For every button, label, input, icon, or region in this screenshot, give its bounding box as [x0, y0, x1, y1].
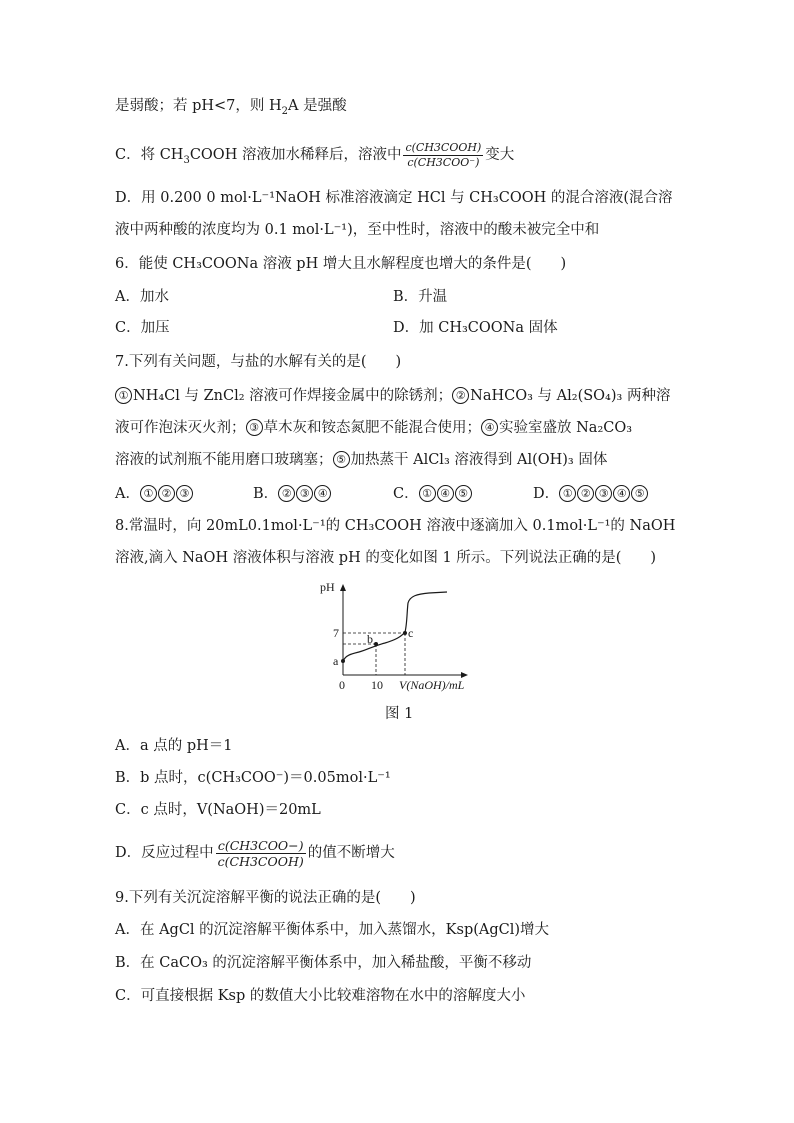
- q9-option-b: B．在 CaCO₃ 的沉淀溶解平衡体系中，加入稀盐酸，平衡不移动: [115, 955, 532, 971]
- q7-line-1: ① NH₄Cl 与 ZnCl₂ 溶液可作焊接金属中的除锈剂； ② NaHCO₃ 与 Al₂(SO₄)₃ 两种溶: [115, 386, 670, 406]
- q6-option-d: D．加 CH₃COONa 固体: [393, 320, 558, 336]
- question-8-stem-2: 溶液,滴入 NaOH 溶液体积与溶液 pH 的变化如图 1 所示。下列说法正确的是( ): [115, 550, 657, 566]
- q7-option-c: C． ① ④ ⑤: [393, 484, 473, 504]
- y-axis-arrow: [340, 584, 346, 591]
- question-9-stem: 9.下列有关沉淀溶解平衡的说法正确的是( ): [115, 890, 416, 906]
- figure-caption: 图 1: [385, 706, 414, 722]
- question-8-stem-1: 8.常温时，向 20mL0.1mol·L⁻¹的 CH₃COOH 溶液中逐滴加入 0.1mol·L⁻¹的 NaOH: [115, 518, 676, 534]
- q6-option-c: C．加压: [115, 320, 170, 336]
- option-d-line-1: D．用 0.200 0 mol·L⁻¹NaOH 标准溶液滴定 HCl 与 CH₃COOH 的混合溶液(混合溶: [115, 190, 673, 206]
- fraction: $\frac{\text{c(CH3COO−)}}{\text{c(CH3COOH)}}$: [217, 837, 304, 869]
- label-c: c: [408, 626, 414, 640]
- q6-option-a: A．加水: [115, 289, 169, 305]
- titration-curve: [343, 592, 447, 661]
- y-tick-7: 7: [333, 626, 339, 640]
- q8-option-c: C．c 点时，V(NaOH)＝20mL: [115, 802, 321, 818]
- q7-line-2: 液可作泡沫灭火剂； ③ 草木灰和铵态氮肥不能混合使用； ④ 实验室盛放 Na₂CO₃: [115, 420, 633, 436]
- fraction: $\frac{\text{c(CH3COOH)}}{\text{c(CH3COO⁻)}}$: [405, 140, 482, 169]
- q8-option-d: D．反应过程中 $\frac{\text{c(CH3COO−)}}{\text{c(CH3COOH)}}$ 的值不断增大: [115, 837, 395, 869]
- q8-option-b: B．b 点时，c(CH₃COO⁻)＝0.05mol·L⁻¹: [115, 770, 391, 786]
- label-b: b: [367, 632, 373, 646]
- q9-option-a: A．在 AgCl 的沉淀溶解平衡体系中，加入蒸馏水，Ksp(AgCl)增大: [115, 922, 550, 938]
- option-c-line: C．将 $CH_3COOH$ 溶液加水稀释后，溶液中 $\frac{\text{c(CH3COOH)}}{\text{c(CH3COO⁻)}}$ 变大: [115, 140, 515, 169]
- q7-option-d: D． ① ② ③ ④ ⑤: [533, 484, 649, 504]
- q7-option-b: B． ② ③ ④: [253, 484, 332, 504]
- y-axis-label: pH: [320, 580, 335, 594]
- q8-option-a: A．a 点的 pH＝1: [115, 738, 233, 754]
- question-6-stem: 6．能使 CH₃COONa 溶液 pH 增大且水解程度也增大的条件是( ): [115, 256, 567, 272]
- label-a: a: [333, 654, 339, 668]
- q6-option-b: B．升温: [393, 289, 448, 305]
- point-c: [403, 631, 407, 635]
- point-b: [374, 642, 378, 646]
- q7-option-a: A． ① ② ③: [115, 484, 194, 504]
- titration-chart: [315, 575, 485, 695]
- q7-line-3: 溶液的试剂瓶不能用磨口玻璃塞； ⑤ 加热蒸干 AlCl₃ 溶液得到 Al(OH)₃ 固体: [115, 452, 608, 468]
- q9-option-c: C．可直接根据 Ksp 的数值大小比较难溶物在水中的溶解度大小: [115, 988, 526, 1004]
- x-axis-label: V(NaOH)/mL: [399, 678, 465, 692]
- x-tick-10: 10: [371, 678, 383, 692]
- text-line-1: 是弱酸；若 pH<7，则 $H_2A$ 是强酸: [115, 98, 347, 117]
- point-a: [341, 659, 345, 663]
- question-7-stem: 7.下列有关问题，与盐的水解有关的是( ): [115, 354, 402, 370]
- x-tick-0: 0: [339, 678, 345, 692]
- option-d-line-2: 液中两种酸的浓度均为 0.1 mol·L⁻¹)，至中性时，溶液中的酸未被完全中和: [115, 222, 600, 238]
